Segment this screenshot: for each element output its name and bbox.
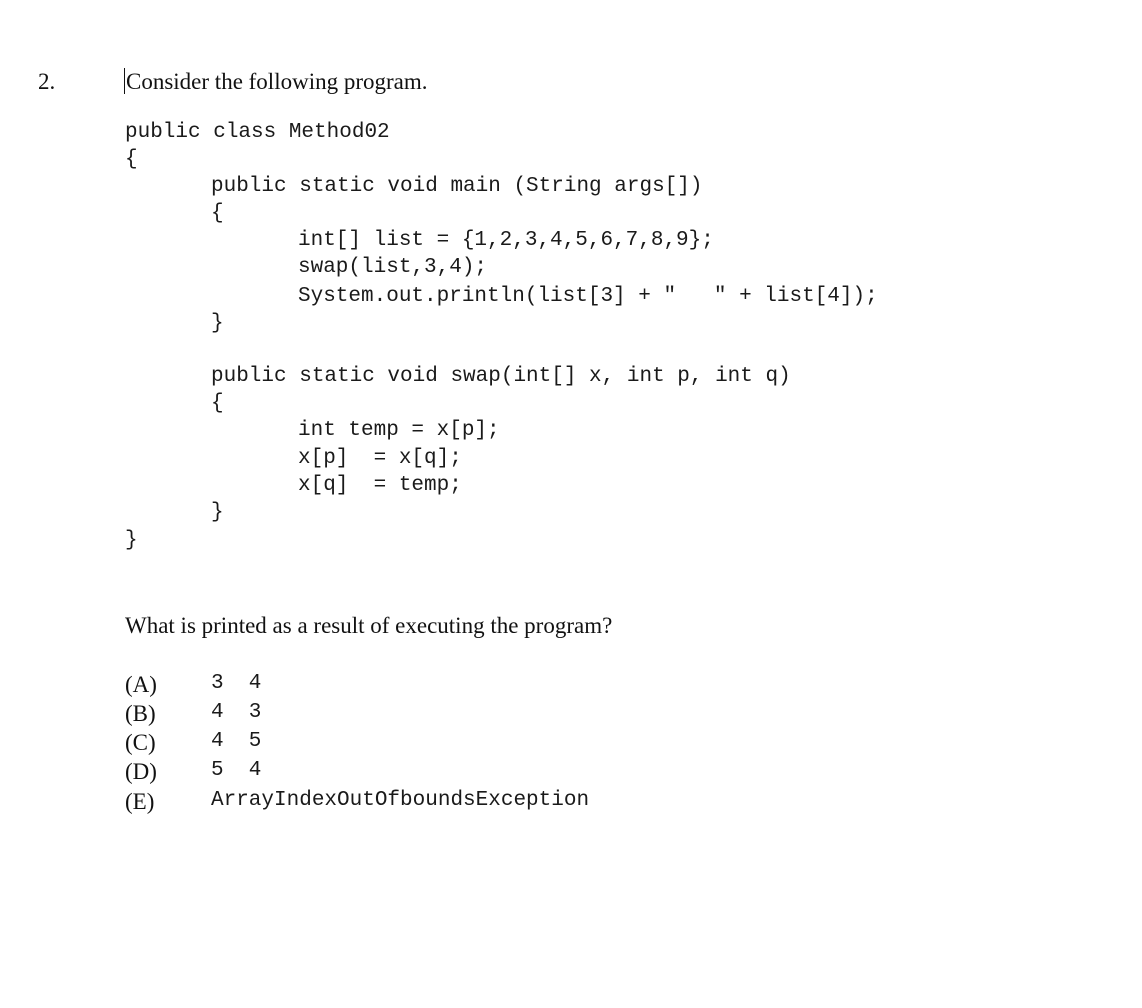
code-line: } — [125, 529, 138, 552]
choice-a-answer: 3 4 — [211, 672, 262, 695]
code-line: public static void main (String args[]) — [211, 175, 703, 198]
code-line: } — [211, 312, 224, 335]
choice-e-label: (E) — [125, 789, 155, 814]
choice-b-label: (B) — [125, 701, 156, 726]
choice-e-answer: ArrayIndexOutOfboundsException — [211, 789, 590, 812]
code-line: x[q] = temp; — [298, 474, 462, 497]
code-line: int temp = x[p]; — [298, 419, 500, 442]
code-line: } — [211, 501, 224, 524]
choice-c-answer: 4 5 — [211, 730, 262, 753]
code-line: x[p] = x[q]; — [298, 447, 462, 470]
code-line: System.out.println(list[3] + " " + list[4]); — [298, 285, 878, 308]
question-followup: What is printed as a result of executing the program? — [125, 613, 613, 638]
code-line: { — [211, 202, 224, 225]
code-line: swap(list,3,4); — [298, 256, 488, 279]
choice-a-label: (A) — [125, 672, 157, 697]
choice-b-answer: 4 3 — [211, 701, 262, 724]
question-prompt: Consider the following program. — [126, 69, 428, 94]
code-line: int[] list = {1,2,3,4,5,6,7,8,9}; — [298, 229, 714, 252]
question-number: 2. — [38, 69, 56, 94]
choice-c-label: (C) — [125, 730, 156, 755]
choice-d-label: (D) — [125, 759, 157, 784]
code-line: { — [125, 148, 138, 171]
code-line: { — [211, 392, 224, 415]
text-cursor — [124, 68, 125, 94]
code-line: public class Method02 — [125, 121, 390, 144]
choice-d-answer: 5 4 — [211, 759, 262, 782]
code-line: public static void swap(int[] x, int p, int q) — [211, 365, 791, 388]
